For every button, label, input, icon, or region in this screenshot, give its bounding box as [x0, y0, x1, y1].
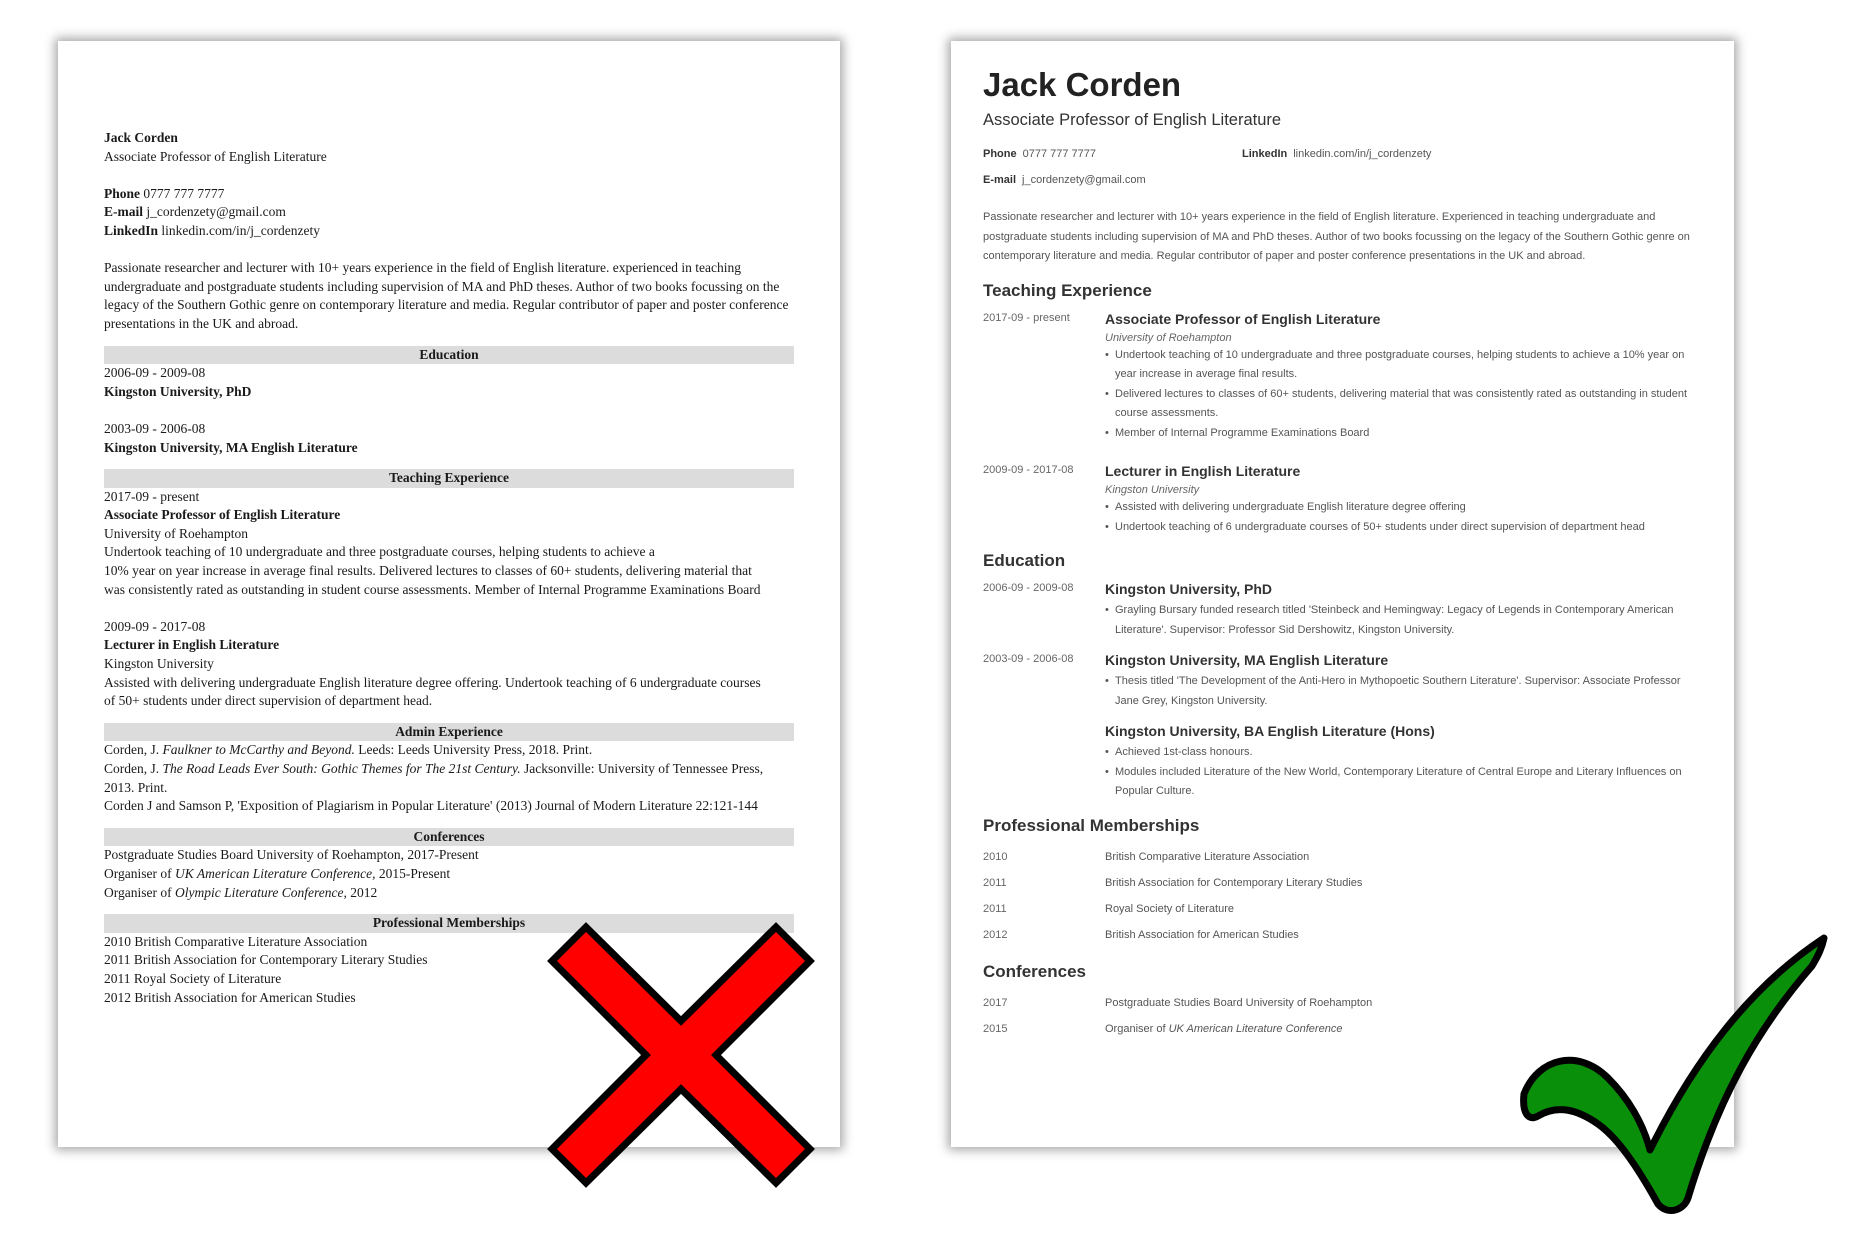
- bad-admin-list: Corden, J. Faulkner to McCarthy and Beyond. Leeds: Leeds University Press, 2018. Print. Corden, J. The Road Leads Ever South: Gothic Themes for The 21st Century. Jacksonville: University of Tennessee Press, 2013. Print. Corden J and Samson P, 'Exposition of Plagiarism in Popular Literature' (2013) Journal of Modern Literature 22:121-144: [104, 742, 764, 814]
- bad-title: Associate Professor of English Literature: [104, 148, 327, 164]
- bad-name: Jack Corden: [104, 130, 178, 145]
- bad-summary: Passionate researcher and lecturer with 10+ years experience in the field of English literature. experienced in teaching undergraduate and postgraduate students including supervision of MA and PhD theses. Author of two books focussing on the legacy of the Southern Gothic genre on contemporary literature and media. Regular contributor of paper and poster conference presentations in the UK and abroad.: [104, 260, 789, 331]
- good-teaching-heading: Teaching Experience: [983, 280, 1152, 300]
- good-education-item: 2003-09 - 2006-08 Kingston University, MA English Literature • Thesis titled 'The Development of the Anti-Hero in Mythopoetic Southern Literature'. Supervisor: Associate Professor Jane Grey, Kingston University.: [983, 650, 1703, 711]
- bad-memberships-heading: Professional Memberships: [104, 914, 794, 933]
- bad-linkedin: LinkedIn linkedin.com/in/j_cordenzety: [104, 222, 321, 238]
- good-teaching-item: 2009-09 - 2017-08 Lecturer in English Literature Kingston University • Assisted with delivering undergraduate English literature degree offering • Undertook teaching of 6 undergraduate courses of 50+ students under direct supervision of department head: [983, 461, 1703, 537]
- bad-resume-content: [104, 129, 794, 1007]
- good-email: E-mail j_cordenzety@gmail.com: [983, 174, 1146, 186]
- good-memberships-list: 2010 British Comparative Literature Association 2011 British Association for Contemporary Literary Studies 2011 Royal Society of Literature 2012 British Association for American Studies: [983, 850, 1363, 941]
- bad-education-item: 2006-09 - 2009-08 Kingston University, PhD: [104, 365, 252, 399]
- good-contact: [983, 148, 1703, 194]
- bad-teaching-heading: Teaching Experience: [104, 469, 794, 488]
- bad-education-heading: Education: [104, 346, 794, 365]
- good-resume-content: [983, 65, 1703, 1042]
- bad-conferences-heading: Conferences: [104, 828, 794, 847]
- bad-conferences-list: Postgraduate Studies Board University of Roehampton, 2017-Present Organiser of UK American Literature Conference, 2015-Present Organiser of Olympic Literature Conference, 2012: [104, 847, 479, 900]
- bad-memberships-list: 2010 British Comparative Literature Association 2011 British Association for Contemporary Literary Studies 2011 Royal Society of Literature 2012 British Association for American Studies: [104, 933, 428, 1005]
- good-teaching-item: 2017-09 - present Associate Professor of English Literature University of Roehampton • Undertook teaching of 10 undergraduate and three postgraduate courses, helping students to achieve a 10% year on year increase in average final results. • Delivered lectures to classes of 60+ students, delivering material that was consistently rated as outstanding in student course assessments. • Member of Internal Programme Examinations Board: [983, 309, 1703, 444]
- good-summary: Passionate researcher and lecturer with 10+ years experience in the field of English literature. Experienced in teaching undergraduate and postgraduate students including supervision of MA and PhD theses. Author of two books focussing on the legacy of the Southern Gothic genre on contemporary literature and media. Regular contributor of paper and poster conference presentations in the UK and abroad.: [983, 211, 1690, 262]
- bad-education-item: 2003-09 - 2006-08 Kingston University, MA English Literature: [104, 420, 358, 455]
- good-conferences-list: 2017 Postgraduate Studies Board University of Roehampton 2015 Organiser of UK American Literature Conference: [983, 996, 1373, 1035]
- bad-teaching-item: 2009-09 - 2017-08 Lecturer in English Literature Kingston University Assisted with delivering undergraduate English literature degree offering. Undertook teaching of 6 undergraduate courses of 50+ students under direct supervision of department head.: [104, 618, 761, 709]
- good-education-item: 2006-09 - 2009-08 Kingston University, PhD • Grayling Bursary funded research titled 'Steinbeck and Hemingway: Legacy of Legends in Contemporary American Literature'. Supervisor: Professor Sid Dershowitz, Kingston University.: [983, 579, 1703, 640]
- good-title: Associate Professor of English Literature: [983, 111, 1282, 129]
- good-phone: Phone 0777 777 7777: [983, 148, 1097, 160]
- bad-phone: Phone 0777 777 7777: [104, 185, 225, 201]
- good-education-heading: Education: [983, 551, 1066, 570]
- check-icon: [1518, 928, 1836, 1218]
- bad-admin-heading: Admin Experience: [104, 723, 794, 742]
- good-name: Jack Corden: [983, 66, 1182, 103]
- bad-teaching-item: 2017-09 - present Associate Professor of English Literature University of Roehampton Undertook teaching of 10 undergraduate and three postgraduate courses, helping students to achieve a 10% year on year increase in average final results. Delivered lectures to classes of 60+ students, delivering material that was consistently rated as outstanding in student course assessments. Member of Internal Programme Examinations Board: [104, 488, 761, 597]
- bad-email: E-mail j_cordenzety@gmail.com: [104, 204, 286, 220]
- good-memberships-heading: Professional Memberships: [983, 815, 1200, 835]
- cross-icon: [546, 921, 816, 1189]
- good-education-item: Kingston University, BA English Literature (Hons) • Achieved 1st-class honours. • Modules included Literature of the New World, Contemporary Literature of Central Europe and Literary Influences on Popular Culture.: [983, 721, 1703, 802]
- good-conferences-heading: Conferences: [983, 961, 1086, 981]
- good-linkedin: LinkedIn linkedin.com/in/j_cordenzety: [1242, 148, 1432, 160]
